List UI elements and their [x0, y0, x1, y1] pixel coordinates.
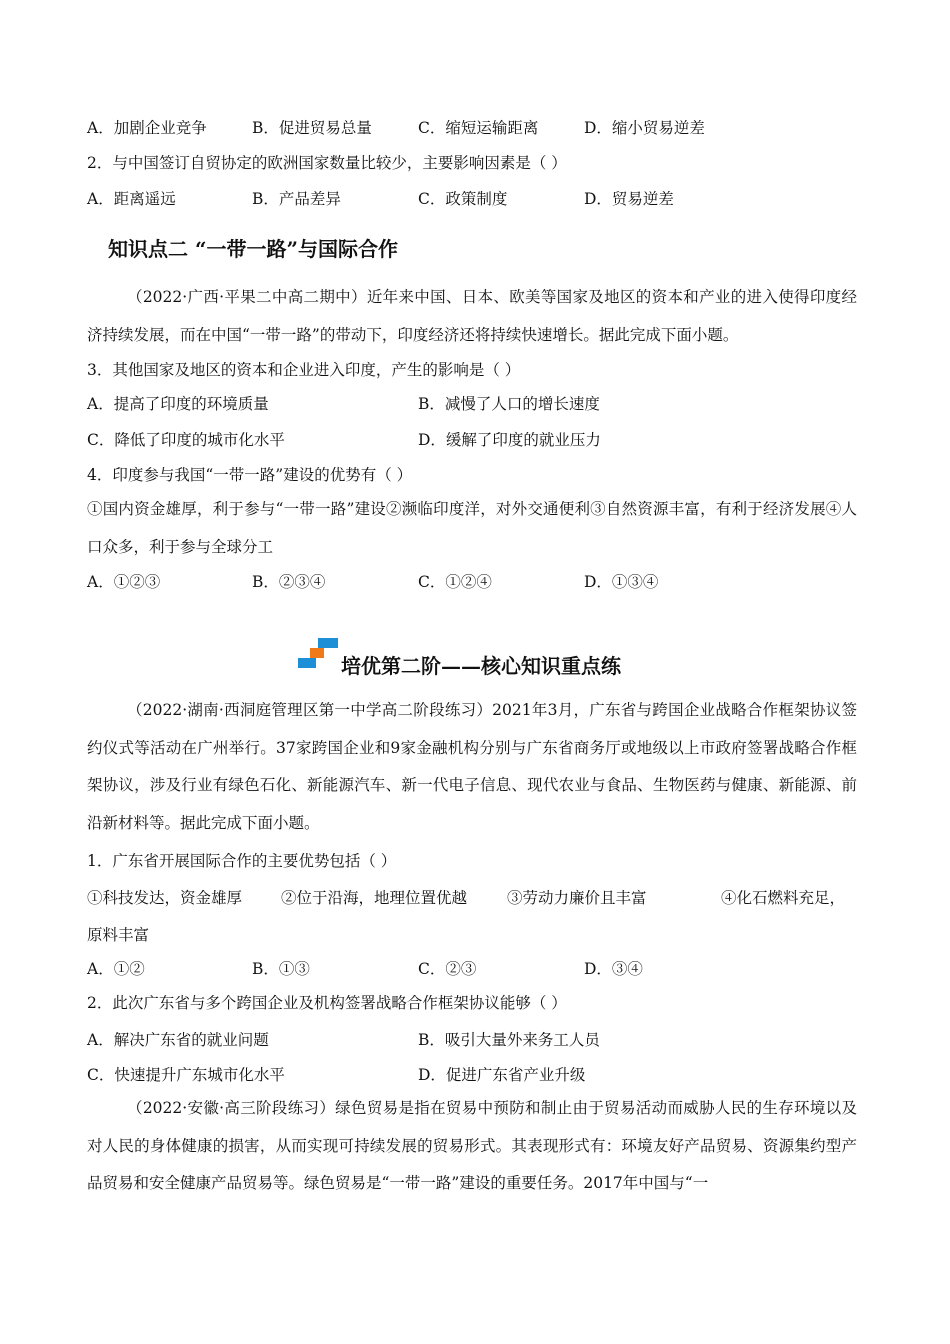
p2q1-item-1: ①科技发达，资金雄厚	[87, 889, 243, 907]
p2q2-option-b: B．吸引大量外来务工人员	[418, 1031, 600, 1049]
p2q2-option-a: A．解决广东省的就业问题	[87, 1031, 269, 1049]
q1-option-d: D．缩小贸易逆差	[584, 119, 705, 137]
q4-option-d: D．①③④	[584, 573, 659, 591]
section-heading: 知识点二 “一带一路”与国际合作	[108, 237, 398, 261]
p2q1-item-2: ②位于沿海，地理位置优越	[281, 889, 468, 907]
q2-option-b: B．产品差异	[252, 190, 341, 208]
p2q1-option-c: C．②③	[418, 960, 477, 978]
q2-option-a: A．距离遥远	[87, 190, 176, 208]
q3-option-b: B．减慢了人口的增长速度	[418, 395, 600, 413]
p2q2-option-d: D．促进广东省产业升级	[418, 1066, 586, 1084]
q3-option-a: A．提高了印度的环境质量	[87, 395, 269, 413]
q4-option-a: A．①②③	[87, 573, 161, 591]
q4-option-b: B．②③④	[252, 573, 326, 591]
q2-option-d: D．贸易逆差	[584, 190, 674, 208]
p2q2-option-c: C．快速提升广东城市化水平	[87, 1066, 285, 1084]
q3-option-d: D．缓解了印度的就业压力	[418, 431, 601, 449]
q1-option-c: C．缩短运输距离	[418, 119, 539, 137]
p2q1-option-d: D．③④	[584, 960, 643, 978]
q4-stem: 4．印度参与我国“一带一路”建设的优势有（ ）	[87, 466, 413, 484]
level-logo-icon	[298, 638, 340, 670]
q4-option-c: C．①②④	[418, 573, 492, 591]
q1-option-b: B．促进贸易总量	[252, 119, 372, 137]
passage-india: （2022·广西·平果二中高二期中）近年来中国、日本、欧美等国家及地区的资本和产业的进入使得印度经济持续发展，而在中国“一带一路”的带动下，印度经济还将持续快速增长。据此完成下面小题。	[87, 288, 857, 344]
q3-option-c: C．降低了印度的城市化水平	[87, 431, 285, 449]
passage-guangdong: （2022·湖南·西洞庭管理区第一中学高二阶段练习）2021年3月，广东省与跨国企业战略合作框架协议签约仪式等活动在广州举行。37家跨国企业和9家金融机构分别与广东省商务厅或地级以上市政府签署战略合作框架协议，涉及行业有绿色石化、新能源汽车、新一代电子信息、现代农业与食品、生物医药与健康、新能源、前沿新材料等。据此完成下面小题。	[87, 701, 857, 832]
level2-title: 培优第二阶——核心知识重点练	[341, 654, 621, 678]
q1-option-a: A．加剧企业竞争	[87, 119, 207, 137]
q2-option-c: C．政策制度	[418, 190, 508, 208]
p2q1-item-4: ④化石燃料充足，	[721, 889, 846, 907]
q4-statements: ①国内资金雄厚，利于参与“一带一路”建设②濒临印度洋，对外交通便利③自然资源丰富，有利于经济发展④人口众多，利于参与全球分工	[87, 500, 857, 556]
p2q1-item-3: ③劳动力廉价且丰富	[507, 889, 647, 907]
q2-stem: 2．与中国签订自贸协定的欧洲国家数量比较少，主要影响因素是（ ）	[87, 154, 567, 172]
p2q1-item-4-cont: 原料丰富	[87, 926, 150, 944]
p2q1-option-b: B．①③	[252, 960, 310, 978]
p2q1-option-a: A．①②	[87, 960, 145, 978]
passage-green-trade: （2022·安徽·高三阶段练习）绿色贸易是指在贸易中预防和制止由于贸易活动而威胁人民的生存环境以及对人民的身体健康的损害，从而实现可持续发展的贸易形式。其表现形式有：环境友好产品贸易、资源集约型产品贸易和安全健康产品贸易等。绿色贸易是“一带一路”建设的重要任务。2017年中国与“一	[87, 1099, 857, 1192]
p2q2-stem: 2．此次广东省与多个跨国企业及机构签署战略合作框架协议能够（ ）	[87, 994, 567, 1012]
q3-stem: 3．其他国家及地区的资本和企业进入印度，产生的影响是（ ）	[87, 361, 521, 379]
p2q1-stem: 1．广东省开展国际合作的主要优势包括（ ）	[87, 852, 397, 870]
